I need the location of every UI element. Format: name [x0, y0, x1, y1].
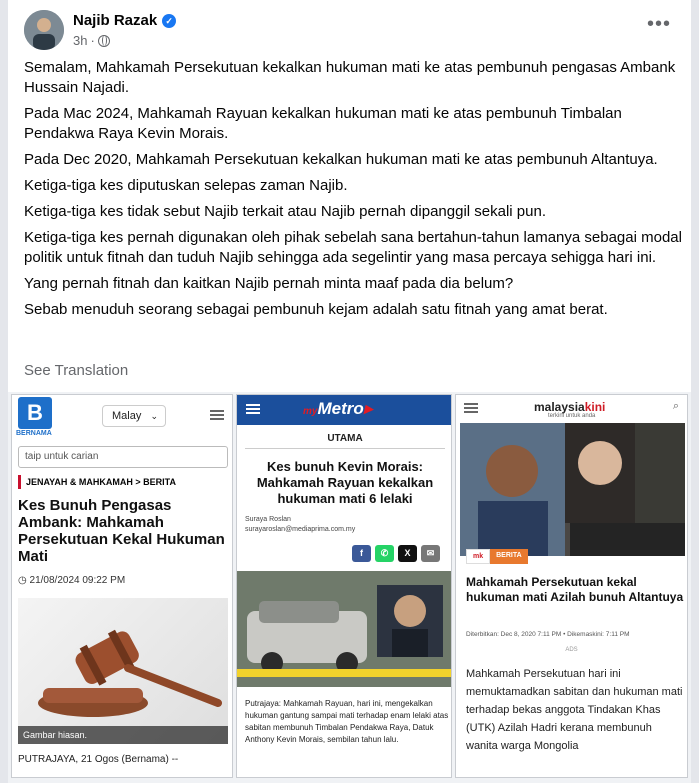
- article-title: Kes bunuh Kevin Morais: Mahkamah Rayuan kekalkan hukuman mati 6 lelaki: [256, 459, 434, 506]
- post-paragraph: Yang pernah fitnah dan kaitkan Najib pernah minta maaf pada dia belum?: [24, 275, 514, 292]
- share-buttons: [352, 545, 440, 562]
- avatar[interactable]: [24, 10, 64, 50]
- section-label: UTAMA: [245, 433, 445, 449]
- x-icon: X: [398, 545, 417, 562]
- post-paragraph: Pada Dec 2020, Mahkamah Persekutuan kekalkan hukuman mati ke atas pembunuh Altantuya.: [24, 151, 658, 168]
- post-paragraph: Pada Mac 2024, Mahkamah Rayuan kekalkan hukuman mati ke atas pembunuh Timbalan Pendakwa Raya Kevin Morais.: [24, 105, 622, 142]
- article-meta: Diterbitkan: Dec 8, 2020 7:11 PM • Dikemaskini: 7:11 PM: [466, 631, 630, 638]
- chevron-down-icon: ⌄: [150, 411, 158, 421]
- ads-label: ADS: [565, 647, 578, 653]
- article-title: Mahkamah Persekutuan kekal hukuman mati Azilah bunuh Altantuya: [466, 575, 684, 604]
- article-dateline: PUTRAJAYA, 21 Ogos (Bernama) --: [18, 754, 179, 765]
- bernama-screenshot[interactable]: [11, 394, 233, 778]
- malaysiakini-logo: malaysiakini: [534, 400, 606, 414]
- facebook-post: [8, 0, 691, 783]
- post-paragraph: Ketiga-tiga kes tidak sebut Najib terkait atau Najib pernah dipanggil sekali pun.: [24, 203, 546, 220]
- search-field: taip untuk carian: [18, 446, 228, 468]
- article-lead: Putrajaya: Mahkamah Rayuan, hari ini, mengekalkan hukuman gantung sampai mati terhadap enam lelaki atas sabitan membunuh Timbalan Pendakwa Raya, Datuk Anthony Kevin Morais, sembilan tahun lalu.: [245, 699, 449, 744]
- crime-scene-image: [237, 571, 452, 687]
- malaysiakini-tagline: terkini untuk anda: [548, 413, 596, 419]
- menu-icon: [464, 403, 478, 413]
- post-images: [8, 392, 691, 783]
- malaysiakini-screenshot[interactable]: [455, 394, 688, 778]
- post-time[interactable]: 3h: [73, 33, 88, 48]
- facebook-icon: f: [352, 545, 371, 562]
- article-lead: Mahkamah Persekutuan hari ini memuktamadkan sabitan dan hukuman mati terhadap bekas anggota Tindakan Khas (UTK) Azilah Hadri kerana membunuh wanita warga Mongolia: [466, 668, 683, 752]
- see-translation-link[interactable]: See Translation: [24, 362, 129, 379]
- whatsapp-icon: ✆: [375, 545, 394, 562]
- menu-icon: [210, 410, 224, 420]
- verified-badge-icon: ✓: [162, 14, 176, 28]
- post-header: Najib Razak ✓ 3h · •••: [24, 10, 679, 54]
- post-body: [24, 58, 684, 326]
- image-caption: Gambar hiasan.: [18, 726, 228, 744]
- email-icon: ✉: [421, 545, 440, 562]
- clock-icon: ◷: [18, 575, 27, 586]
- author-name[interactable]: Najib Razak: [73, 12, 158, 29]
- post-paragraph: Ketiga-tiga kes diputuskan selepas zaman Najib.: [24, 177, 348, 194]
- metro-screenshot[interactable]: [236, 394, 452, 778]
- more-options-button[interactable]: •••: [646, 13, 671, 35]
- post-paragraph: Sebab menuduh seorang sebagai pembunuh kejam adalah satu fitnah yang amat berat.: [24, 301, 608, 318]
- article-date: ◷ 21/08/2024 09:22 PM: [18, 575, 126, 586]
- search-icon: ⌕: [672, 400, 679, 412]
- bernama-logo: B: [18, 397, 52, 429]
- category-badge: mk BERITA: [466, 549, 528, 564]
- globe-icon: [98, 35, 110, 47]
- post-paragraph: Semalam, Mahkamah Persekutuan kekalkan hukuman mati ke atas pembunuh pengasas Ambank Hussain Najadi.: [24, 59, 676, 96]
- language-select: Malay ⌄: [102, 405, 166, 427]
- article-author: Suraya Roslan surayaroslan@mediaprima.com.my: [245, 516, 356, 533]
- article-title: Kes Bunuh Pengasas Ambank: Mahkamah Persekutuan Kekal Hukuman Mati: [18, 497, 225, 565]
- bernama-logo-text: BERNAMA: [16, 430, 52, 437]
- gavel-image: [18, 598, 228, 744]
- post-paragraph: Ketiga-tiga kes pernah digunakan oleh pihak sebelah sana bertahun-tahun lamanya sebagai modal politik untuk fitnah dan tuduh Najib sehingga ada segelintir yang masa percaya sehigga hari ini.: [24, 229, 682, 266]
- news-photo: [460, 423, 685, 556]
- breadcrumb: JENAYAH & MAHKAMAH > BERITA: [18, 475, 176, 489]
- menu-icon: [246, 404, 260, 414]
- metro-topbar: [237, 395, 451, 425]
- metro-logo: myMetro▸: [303, 399, 373, 418]
